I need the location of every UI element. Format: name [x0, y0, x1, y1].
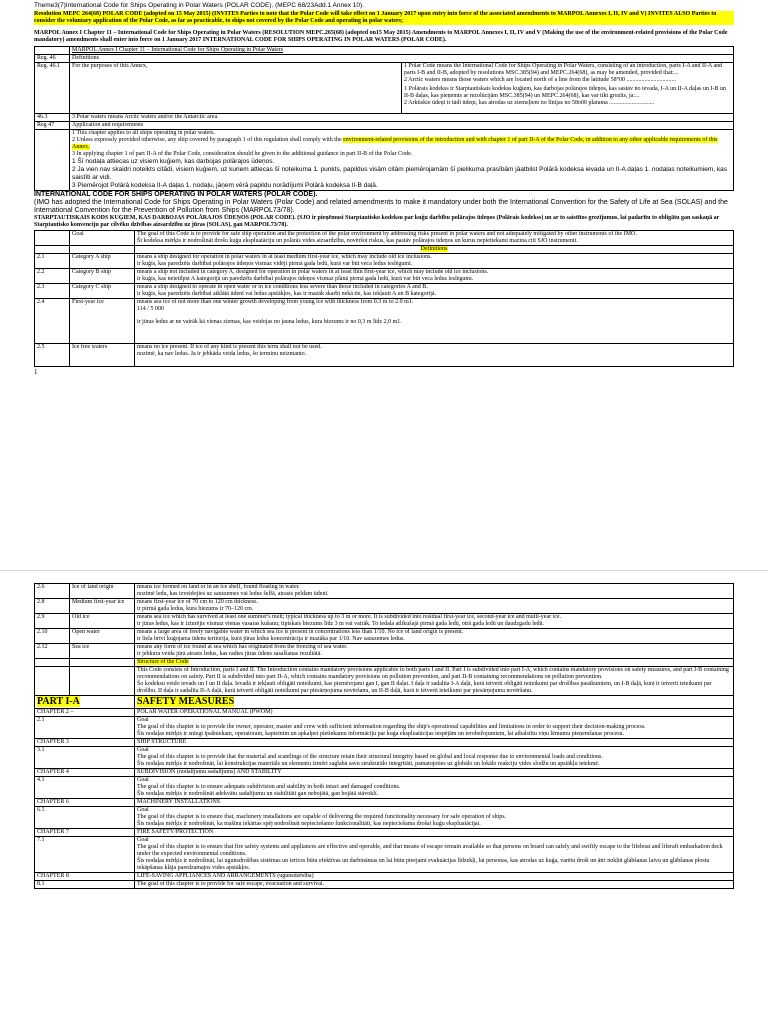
reg-application: 1 This chapter applies to all ships operating in polar waters. 2 Unless expressly provided otherwise, any ship covered by paragraph 1 of this regulation shall comply with the environment-related provisions of the introduction and with chapter 1 of part II-A of the Polar Code, in addition to any other applicable requirements of this Annex. 3 In applying chapter 1 of part II-A of the Polar Code, consideration should be given to the additional guidance in part II-B of the Polar Code. 1 Šī nodaļa attiecas uz visiem kuģiem, kas darbojas polārajos ūdeņos. 2 Ja vien nav skaidri noteikts citādi, visiem kuģiem, uz kuriem attiecas šī noteikuma 1. punkts, papildus visām citām piemērojamām šī pielikuma prasībām jāatbilst Polārā kodeksa ievada un II-A daļas 1. nodaļas noteikumiem, kas saistīti ar vidi. 3 Piemērojot Polārā kodeksa II-A daļas 1. nodaļu, jāņem vērā papildu norādījumi Polārā kodeksa II-B daļā. — [70, 130, 734, 191]
reg-text: 3 Polar waters means Arctic waters and/or the Antarctic area. — [70, 114, 734, 122]
reg-label: For the purposes of this Annex, — [70, 63, 402, 114]
part-title: SAFETY MEASURES — [137, 696, 235, 707]
chapter-label: CHAPTER 6 — [35, 799, 135, 807]
table-row: 2.6 Ice of land origin means ice formed on land or in an ice shelf, found floating in water. nozīmē ledu, kas izveidojies uz sauszemes vai ledus šelfā, atrasts peldam ūdenī. — [35, 584, 734, 599]
reg-title: Application and requirements — [70, 122, 734, 130]
chapter-title: SUBDIVISION (nodalījumu sadalījums) AND STABILITY — [135, 769, 734, 777]
reg-number: Reg 47 — [35, 122, 70, 130]
reg-number: Reg. 46.1 — [35, 63, 70, 114]
reg-number: 46.3 — [35, 114, 70, 122]
reg-definitions: 1 Polar Code means the International Code for Ships Operating in Polar Waters, consisting of an introduction, parts I-A and II-A and parts I-B and II-B, adopted by resolutions MSC.385(94) and MEPC.264(68), as may be amended, provided that:... 2 Arctic waters means those waters which are located north of a line from the latitude 58°00 ................................. 1 Polārais kodekss ir Starptautiskais kodekss kuģiem, kas darbojas polārajos ūdeņos, kas sastāv no ievada, I-A un II-A daļas un I-B un II-B daļas, kas pieņemts ar rezolūcijām MSC.385(94) un MEPC.264(68), kas var tikt grozīts, ja:... 2 Arktiskie ūdeņi ir tādi ūdeņi, kas atrodas uz ziemeļiem no līnijas no 58o00 platuma .............................. — [402, 63, 734, 114]
chapter-goal-row: 8.1 The goal of this chapter is to provide for safe escape, evacuation and survival. — [35, 881, 734, 889]
part-label: PART I-A — [37, 696, 80, 707]
chapter-label: CHAPTER 7 — [35, 829, 135, 837]
resolution-line: Resolution MEPC 264(68) POLAR CODE (adopted on 15 May 2015) (INVITES Parties to note that the Polar Code will take effect on 1 January 2017 upon entry into force of the associated amendments to MARPOL Annexes I, II, IV and V) INVITES ALSO Parties to consider the voluntary application of the Polar Code, as far as practicable, to ships not covered by the Polar Code and operating in polar waters; — [34, 11, 734, 25]
table-row: 2.1 Category A ship means a ship designed for operation in polar waters in at least medium first-year ice, which may include old ice inclusions. ir kuģis, kas paredzēts darbībai polārajos ūdeņos vismaz vidēji pirmā gada ledū, kurā var būt veca ledus ieslēgumi. — [35, 254, 734, 269]
table-row: 2.2 Category B ship means a ship not included in category A, designed for operation in polar waters in at least thin first-year ice, which may include old ice inclusions. ir kuģis, kas neietilpst A kategorijā un paredzēts darbībai polārajos ūdeņos vismaz plānā pirmā gada ledū, kurā var būt veca ledus ieslēgumi. — [35, 269, 734, 284]
table-row: 2.12 Sea ice means any form of ice found at sea which has originated from the freezing of sea water. ir jebkura veida jūrā atrasts ledus, kas radies jūras ūdens sasalšanas rezultātā. — [35, 644, 734, 659]
chapter-goal-row: 3.1 Goal The goal of this chapter is to provide that the material and scantlings of the structure retain their structural integrity based on global and local response due to environmental loads and conditions. Šīs nodaļas mērķis ir nodrošināt, lai konstrukcijas materiāls un elementu izmēri saglabā savu strukturālo integritāti, pamatojoties uz globālo un lokālo reakciju vides slodžu un apstākļu ietekmē. — [35, 747, 734, 769]
chapter-label: CHAPTER 3 — [35, 739, 135, 747]
goal-text: The goal of this Code is to provide for safe ship operation and the protection of the polar environment by addressing risks present in polar waters and not adequately mitigated by other instruments of the IMO. Šī kodeksa mērķis ir nodrošināt drošu kuģu ekspluatāciju un polārās vides aizsardzību, novēršot riskus, kas pastāv polārajos ūdeņos un kurus nepietiekami mazina citi SJO instrumenti. — [135, 231, 734, 246]
code-title: INTERNATIONAL CODE FOR SHIPS OPERATING IN POLAR WATERS (POLAR CODE). — [34, 191, 318, 198]
definitions-table — [34, 230, 734, 367]
chapter-title: POLAR WATER OPERATIONAL MANUAL (PWOM) — [135, 709, 734, 717]
theme-line: Theme3(7)International Code for Ships Operating in Polar Waters (POLAR CODE). (MEPC 68/23Add.1 Annex 10). — [34, 2, 364, 9]
table-row: 2.5 Ice free waters means no ice present. If ice of any kind is present this term shall not be used. nozīmē, ka nav ledus. Ja ir jebkāda veida ledus, šo terminu neizmanto. — [35, 344, 734, 367]
latvian-title: STARPTAUTISKAIS KODS KUĢIEM, KAS DARBOJAS POLĀRAJOS ŪDEŅOS (POLAR CODE). (SJO ir pieņēmusi Starptautisko kodeksu par kuģu darbību polārajos ūdeņos (Polārais kodekss) un ar to saistītos grozījumus, lai padarītu to obligātu gan saskaņā ar Starptautisko konvenciju par cilvēku dzīvības aizsardzību uz jūras (SOLAS), gan MARPOL73/78). — [34, 215, 720, 228]
structure-text: This Code consists of Introduction, parts I and II. The Introduction contains mandatory provisions applicable to both parts I and II. Part I is subdivided into part I-A, which contains mandatory provisions on safety measures, and part I-B containing recommendations on safety. Part II is subdivided into part II-A, which contains mandatory provisions on pollution prevention, and part II-B containing recommendations on pollution prevention. Šo kodeksu veido ievads un I un II daļa. Ievadā ir iekļauti obligāti noteikumi, kas piemērojami gan I, gan II daļai. I daļa ir sadalīta I-A daļā, kurā ietverti obligāti noteikumi par drošības pasākumiem, un I-B daļā, kurā ir ietverti ieteikumi par drošību. II daļa ir sadalīta II-A daļā, kurā ietverti obligāti noteikumi par piesārņojuma novēršanu, un II-B daļā, kurā ir ietverti ieteikumi par piesārņojuma novēršanu. — [135, 667, 734, 696]
page-2 — [0, 577, 768, 1025]
chapter-title: MACHINERY INSTALLATIONS — [135, 799, 734, 807]
structure-header: Structure of the Code — [137, 659, 189, 665]
chapter-goal-row: 2.1 Goal The goal of this chapter is to provide the owner, operator, master and crew with sufficient information regarding the ship's operational capabilities and limitations in order to support their decision-making process. Šīs nodaļas mērķis ir sniegt īpašniekam, operatoram, kapteinim un apkalpei pietiekamu informāciju par kuģa ekspluatācijas iespējām un ierobežojumiem, lai atbalstītu viņu lēmumu pieņemšanas procesu. — [35, 717, 734, 739]
chapter-label: CHAPTER 2 – — [35, 709, 135, 717]
table-row: 2.8 Medium first-year ice means first-year ice of 70 cm to 120 cm thickness. ir pirmā gada ledus, kura biezums ir 70–120 cm. — [35, 599, 734, 614]
definitions-table-continued — [34, 583, 734, 889]
goal-label: Goal — [70, 231, 135, 246]
table-row: 2.9 Old ice means sea ice which has survived at least one summer's melt; typical thickness up to 3 m or more. It is subdivided into residual first-year ice, second-year ice and multi-year ice. ir jūras ledus, kas ir izturējis vismaz vienas vasaras kušanu; tipiskais biezums līdz 3 m vai vairāk. To iedala atlikušajā pirmā gada ledū, otrā gada ledū un daudzgadu ledū. — [35, 614, 734, 629]
chapter-goal-row: 6.1 Goal The goal of this chapter is to ensure that, machinery installations are capable of delivering the required functionality necessary for safe operation of ships. Šīs nodaļas mērķis ir nodrošināt, ka mašīnu iekārtas spēj nodrošināt nepieciešamo funkcionalitāti, kas nepieciešama drošai kuģu ekspluatācijai. — [35, 807, 734, 829]
chapter-label: CHAPTER 8 — [35, 873, 135, 881]
page-number: 1 — [34, 368, 38, 376]
chapter-goal-row: 7.1 Goal The goal of this chapter is to ensure that fire safety systems and appliances are effective and operable, and that means of escape remain available so that persons on board can safely and swiftly escape to the lifeboat and liferaft embarkation deck under the expected environmental conditions. Šīs nodaļas mērķis ir nodrošināt, lai ugunsdrošības sistēmas un ierīces būtu efektīvas un darbināmas un lai būtu pieejami evakuācijas līdzekļi, lai personas, kas atrodas uz kuģa, varētu droši un ātri nokļūt glābšanas laivu un glābšanas plostu iekāpšanas klāja paredzamajos vides apstākļos. — [35, 837, 734, 873]
table-row: 2.4 First-year ice means sea ice of not more than one winter growth developing from young ice with thickness from 0.3 m to 2.0 m1. 114 / 5 000 ir jūras ledus ar ne vairāk kā vienas ziemas, kas veidojas no jauna ledus, kura biezums ir no 0,3 m līdz 2,0 m1. — [35, 299, 734, 344]
chapter-label: CHAPTER 4 — [35, 769, 135, 777]
marpol-annex-table — [34, 46, 734, 191]
table-row: 2.10 Open water means a large area of freely navigable water in which sea ice is present in concentrations less than 1/10. No ice of land origin is present. ir liela brīvi kuģojama ūdens teritorija, kurā jūras ledus koncentrācija ir mazāka par 1/10. Nav sauszemes ledus. — [35, 629, 734, 644]
chapter-title: LIFE-SAVING APPLIANCES AND ARRANGEMENTS (ugunsdzēsība) — [135, 873, 734, 881]
marpol-intro: MARPOL Annex I Chapter 11 – International Code for Ships Operating in Polar Waters (RESOLUTION MEPC.265(68) (adopted on15 May 2015) Amendments to MARPOL Annexes I, II, IV and V (Making the use of the environment-related provisions of the Polar Code mandatory) amendments shall enter into force on 1 January 2017 INTERNATIONAL CODE FOR SHIPS OPERATING IN POLAR WATERS (POLAR CODE). — [34, 30, 728, 43]
table-row: 2.3 Category C ship means a ship designed to operate in open water or in ice conditions less severe than those included in categories A and B. ir kuģis, kas paredzēts darbībai atklātā ūdenī vai ledus apstākļos, kas ir mazāk skarbi nekā tie, kas iekļauti A un B kategorijā. — [35, 284, 734, 299]
annex-header: MARPOL Annex I Chapter 11 – International Code for Ships Operating in Polar Waters — [70, 47, 734, 55]
chapter-goal-row: 4.1 Goal The goal of this chapter is to ensure adequate subdivision and stability in both intact and damaged conditions. Šīs nodaļas mērķis ir nodrošināt adekvātu sadalījumu un stabilitāti gan nebojātā, gan bojātā stāvoklī. — [35, 777, 734, 799]
chapter-title: FIRE SAFETY/PROTECTION — [135, 829, 734, 837]
reg-title: Definitions — [70, 55, 734, 63]
page-break — [0, 570, 768, 577]
reg-number: Reg. 46 — [35, 55, 70, 63]
imo-text: (IMO has adopted the International Code for Ships Operating in Polar Waters (Polar Code) and related amendments to make it mandatory under both the International Convention for the Safety of Life at Sea (SOLAS) and the International Convention for the Prevention of Pollution from Ships (MARPOL73/78). — [34, 199, 728, 214]
definitions-header: Definitions — [420, 246, 448, 252]
chapter-title: SHIP STRUCTURE — [135, 739, 734, 747]
